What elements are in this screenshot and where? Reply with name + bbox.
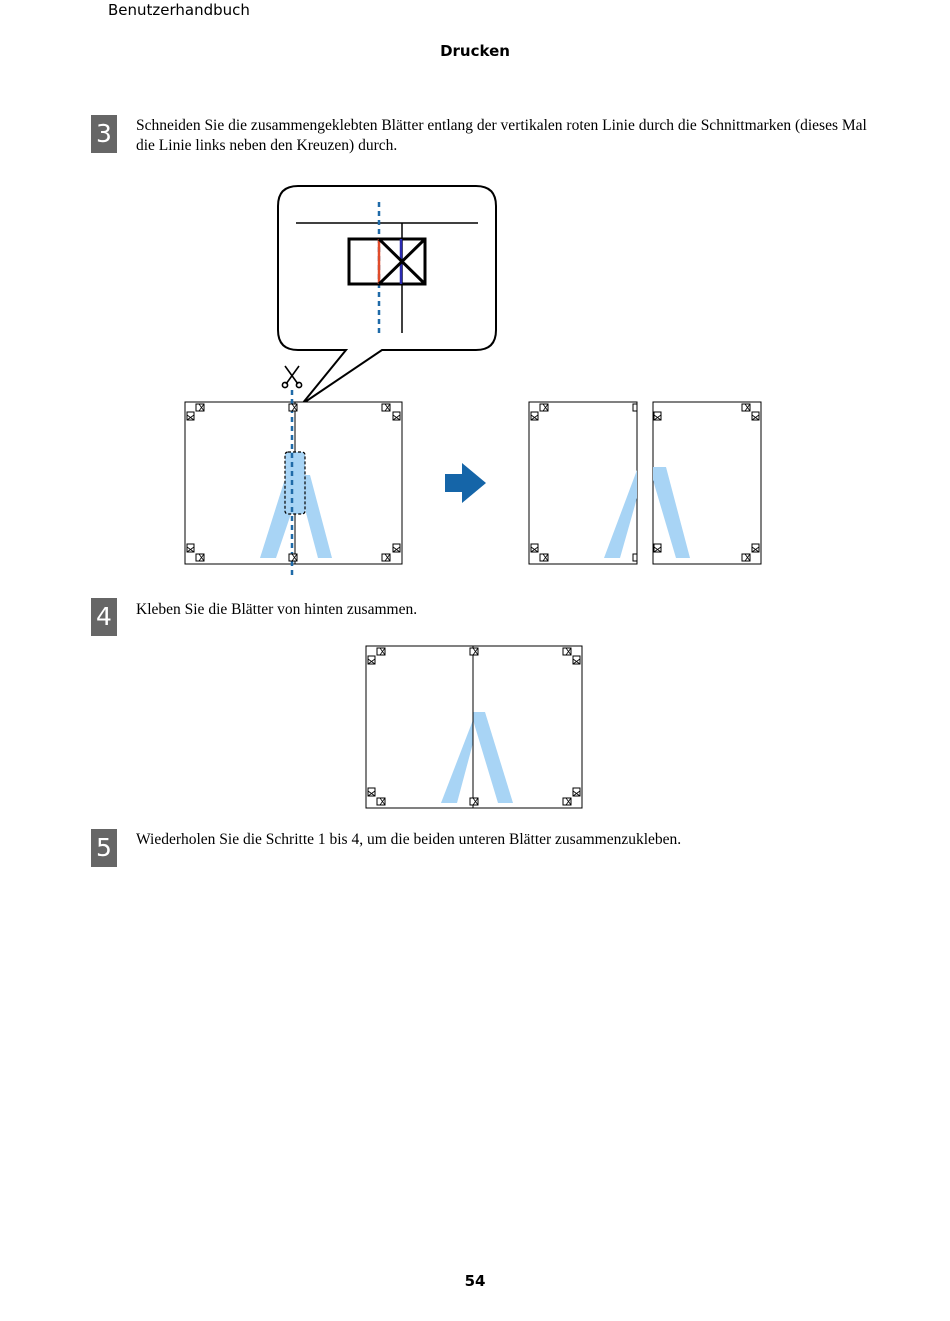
- arrow-right-icon: [445, 463, 486, 503]
- step-number-4: 4: [91, 598, 117, 636]
- glue-area: [285, 452, 305, 514]
- step-text-3: Schneiden Sie die zusammengeklebten Blätter entlang der vertikalen roten Linie durch die Schnittmarken (dieses Mal die Linie links neben den Kreuzen) durch.: [136, 117, 867, 154]
- figure-joined-sheets: [360, 640, 590, 815]
- page-number: 54: [464, 1272, 486, 1290]
- step-text-5: Wiederholen Sie die Schritte 1 bis 4, um die beiden unteren Blätter zusammenzukleben.: [136, 831, 682, 848]
- section-title: Drucken: [440, 42, 510, 60]
- step-number-5: 5: [91, 829, 117, 867]
- book-title: Benutzerhandbuch: [108, 1, 250, 19]
- step-number-3: 3: [91, 115, 117, 153]
- step-text-4: Kleben Sie die Blätter von hinten zusammen.: [136, 601, 418, 618]
- figure-cut-sheets: [170, 180, 780, 580]
- callout-bubble: [278, 186, 496, 404]
- scissors-icon: [282, 366, 301, 388]
